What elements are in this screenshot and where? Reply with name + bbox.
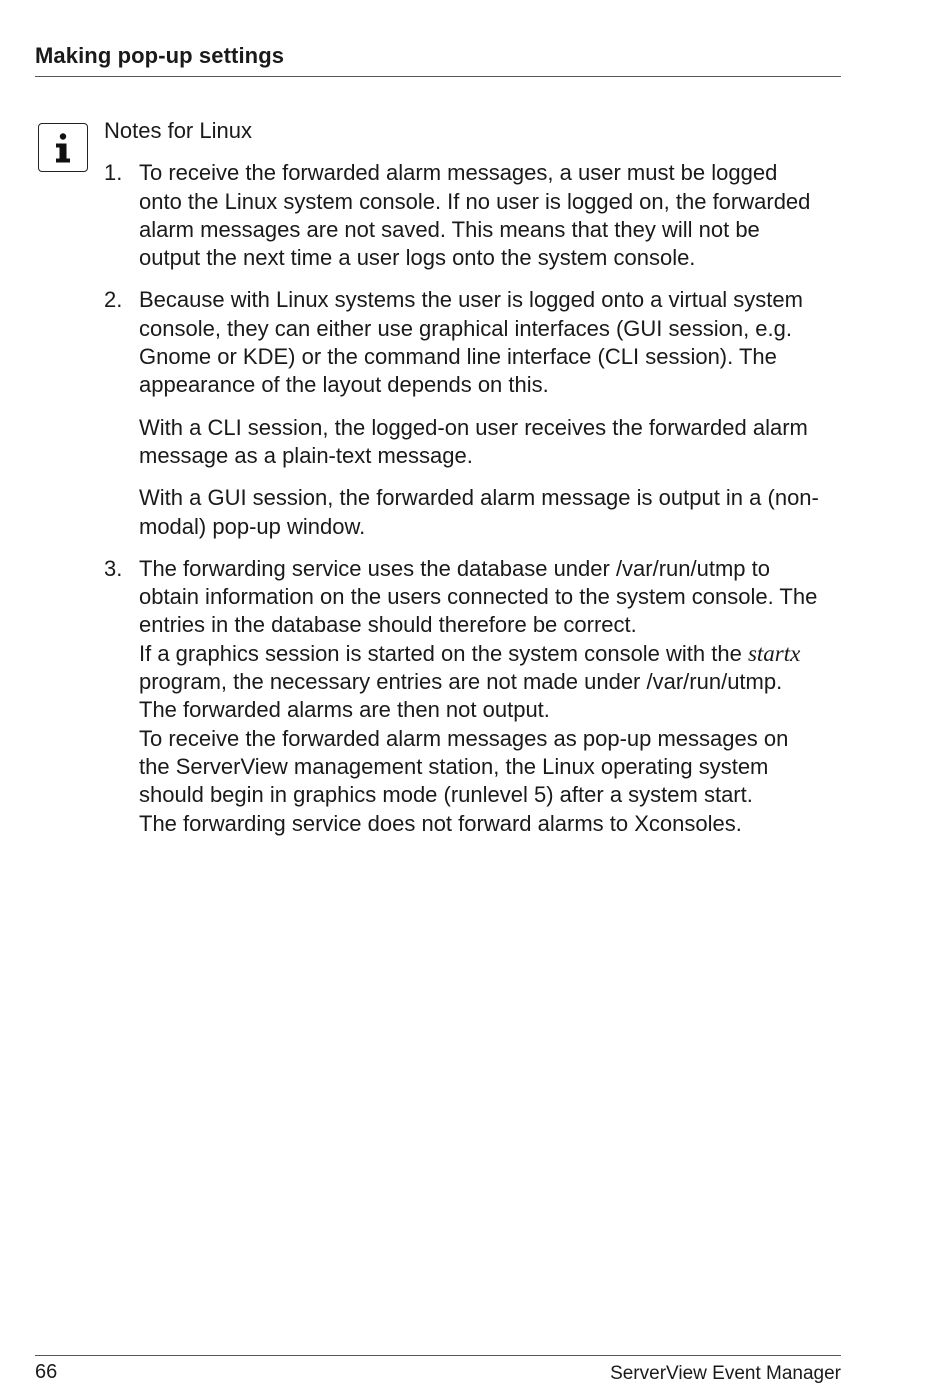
notes-title: Notes for Linux	[104, 118, 252, 143]
paragraph	[139, 286, 849, 399]
text-line: Because with Linux systems the user is logged onto a virtual system	[139, 287, 803, 313]
text-line: With a GUI session, the forwarded alarm message is output in a (non-	[139, 485, 819, 511]
list-item	[104, 555, 849, 838]
text-line: program, the necessary entries are not made under /var/run/utmp.	[139, 669, 783, 695]
note-content	[104, 117, 849, 852]
text-line: With a CLI session, the logged-on user receives the forwarded alarm	[139, 414, 808, 440]
header-divider	[35, 76, 841, 77]
list-item-number: 2.	[104, 287, 123, 313]
text-line	[139, 640, 849, 668]
text-line: onto the Linux system console. If no user is logged on, the forwarded	[139, 188, 811, 214]
text-line: modal) pop-up window.	[139, 513, 366, 539]
text-line: output the next time a user logs onto the system console.	[139, 245, 696, 271]
list-item	[104, 286, 849, 540]
list-item	[104, 159, 849, 272]
page-number: 66	[35, 1361, 58, 1383]
text-line: entries in the database should therefore be correct.	[139, 612, 637, 638]
text-line: console, they can either use graphical interfaces (GUI session, e.g.	[139, 315, 793, 341]
text-line: appearance of the layout depends on this.	[139, 372, 549, 398]
text-line: alarm messages are not saved. This means that they will not be	[139, 216, 760, 242]
info-icon	[38, 123, 88, 172]
page-header-title: Making pop-up settings	[35, 43, 285, 68]
paragraph	[139, 555, 849, 838]
paragraph	[139, 484, 849, 541]
text-line: The forwarded alarms are then not output.	[139, 697, 550, 723]
list-item-number: 3.	[104, 555, 123, 581]
text-line: The forwarding service does not forward alarms to Xconsoles.	[139, 810, 742, 836]
command-name: startx	[747, 640, 801, 666]
notes-list	[104, 159, 849, 838]
text-line: To receive the forwarded alarm messages as pop-up messages on	[139, 725, 789, 751]
paragraph	[139, 414, 849, 471]
footer-title: ServerView Event Manager	[610, 1363, 841, 1384]
paragraph	[139, 159, 849, 272]
text-line: To receive the forwarded alarm messages, a user must be logged	[139, 160, 778, 186]
text-line: Gnome or KDE) or the command line interface (CLI session). The	[139, 344, 777, 370]
text-line: obtain information on the users connected to the system console. The	[139, 584, 818, 610]
text-line: message as a plain-text message.	[139, 442, 473, 468]
text-line: should begin in graphics mode (runlevel 5) after a system start.	[139, 782, 753, 808]
text-line: the ServerView management station, the Linux operating system	[139, 753, 769, 779]
text-line: The forwarding service uses the database under /var/run/utmp to	[139, 555, 771, 581]
list-item-number: 1.	[104, 160, 123, 186]
footer-divider	[35, 1355, 841, 1356]
text-segment: If a graphics session is started on the system console with the	[139, 640, 748, 666]
